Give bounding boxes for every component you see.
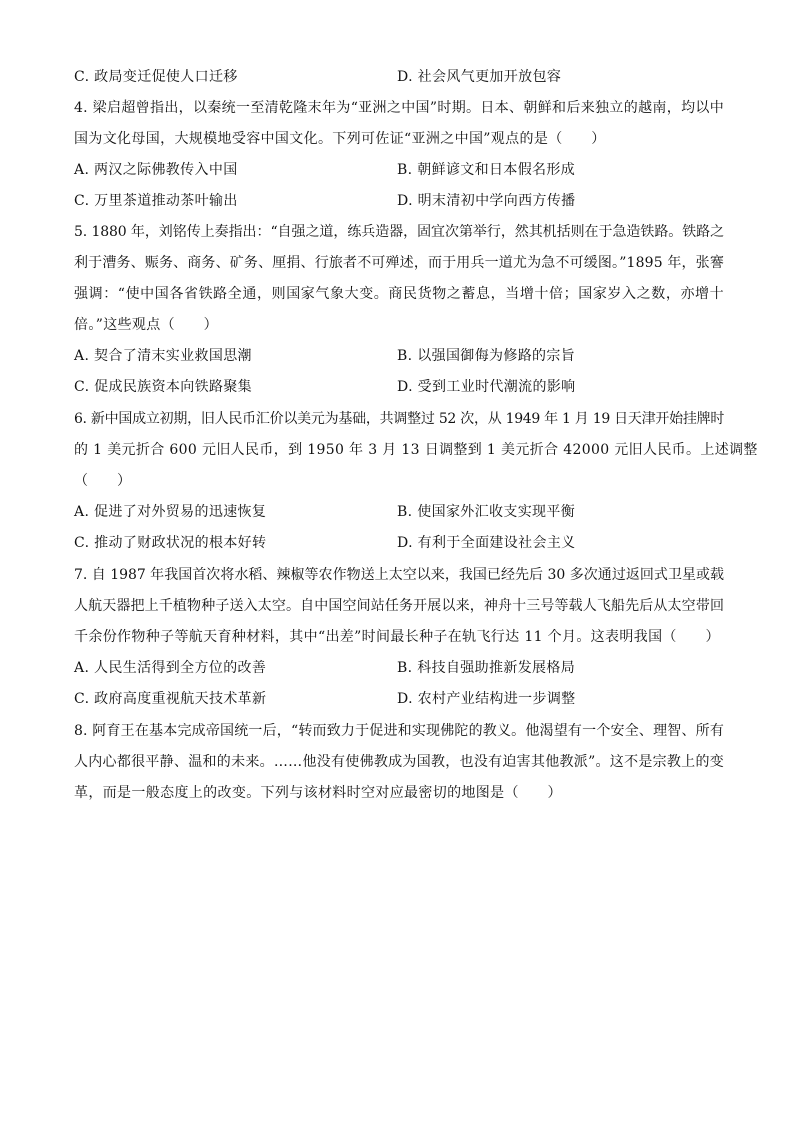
q6-option-d: D. 有利于全面建设社会主义 (397, 535, 576, 551)
q5-option-a: A. 契合了清末实业救国思潮 (74, 348, 252, 364)
q4-option-a: A. 两汉之际佛教传入中国 (74, 162, 238, 178)
q4-stem-line-2: 国为文化母国，大规模地受容中国文化。下列可佐证“亚洲之中国”观点的是（ ） (74, 131, 606, 147)
q6-option-c: C. 推动了财政状况的根本好转 (74, 535, 267, 551)
q4-option-d: D. 明末清初中学向西方传播 (397, 193, 576, 209)
q3-option-c: C. 政局变迁促使人口迁移 (74, 69, 238, 85)
q8-stem-line-2: 人内心都很平静、温和的未来。……他没有使佛教成为国教，也没有迫害其他教派”。这不是宗教上的变 (74, 754, 724, 770)
q6-option-b: B. 使国家外汇收支实现平衡 (397, 504, 576, 520)
q5-stem-line-4: 倍。”这些观点（ ） (74, 317, 219, 333)
q6-stem-line-2: 的 1 美元折合 600 元旧人民币，到 1950 年 3 月 13 日调整到 1 美元折合 42000 元旧人民币。上述调整 (74, 442, 758, 458)
q5-stem-line-1: 5. 1880 年，刘铭传上奏指出：“自强之道，练兵造器，固宜次第举行，然其机括则在于急造铁路。铁路之 (74, 224, 724, 240)
q6-stem-line-3: （ ） (74, 473, 132, 489)
q7-stem-line-2: 人航天器把上千植物种子送入太空。自中国空间站任务开展以来，神舟十三号等载人飞船先后从太空带回 (74, 598, 724, 614)
q7-stem-line-3: 千余份作物种子等航天育种材料，其中“出差”时间最长种子在轨飞行达 11 个月。这表明我国（ ） (74, 629, 720, 645)
q5-option-c: C. 促成民族资本向铁路聚集 (74, 379, 253, 395)
q7-stem-line-1: 7. 自 1987 年我国首次将水稻、辣椒等农作物送上太空以来，我国已经先后 30 多次通过返回式卫星或载 (74, 567, 724, 583)
q4-option-c: C. 万里茶道推动茶叶输出 (74, 193, 238, 209)
q4-option-b: B. 朝鲜谚文和日本假名形成 (397, 162, 576, 178)
q5-option-b: B. 以强国御侮为修路的宗旨 (397, 348, 576, 364)
q6-option-a: A. 促进了对外贸易的迅速恢复 (74, 504, 267, 520)
q8-stem-line-3: 革，而是一般态度上的改变。下列与该材料时空对应最密切的地图是（ ） (74, 785, 562, 801)
q3-option-d: D. 社会风气更加开放包容 (397, 69, 562, 85)
q7-option-b: B. 科技自强助推新发展格局 (397, 660, 576, 676)
q7-option-c: C. 政府高度重视航天技术革新 (74, 691, 267, 707)
q8-stem-line-1: 8. 阿育王在基本完成帝国统一后，“转而致力于促进和实现佛陀的教义。他渴望有一个安全、理智、所有 (74, 723, 724, 739)
q5-option-d: D. 受到工业时代潮流的影响 (397, 379, 576, 395)
q7-option-d: D. 农村产业结构进一步调整 (397, 691, 576, 707)
q5-stem-line-2: 利于漕务、赈务、商务、矿务、厘捐、行旅者不可殚述，而于用兵一道尤为急不可缓图。”1895 年，张謇 (74, 255, 724, 271)
q6-stem-line-1: 6. 新中国成立初期，旧人民币汇价以美元为基础，共调整过 52 次，从 1949 年 1 月 19 日天津开始挂牌时 (74, 411, 724, 427)
q4-stem-line-1: 4. 梁启超曾指出，以秦统一至清乾隆末年为“亚洲之中国”时期。日本、朝鲜和后来独立的越南，均以中 (74, 100, 724, 116)
q5-stem-line-3: 强调：“使中国各省铁路全通，则国家气象大变。商民货物之蓄息，当增十倍；国家岁入之数，亦增十 (74, 286, 724, 302)
q7-option-a: A. 人民生活得到全方位的改善 (74, 660, 267, 676)
